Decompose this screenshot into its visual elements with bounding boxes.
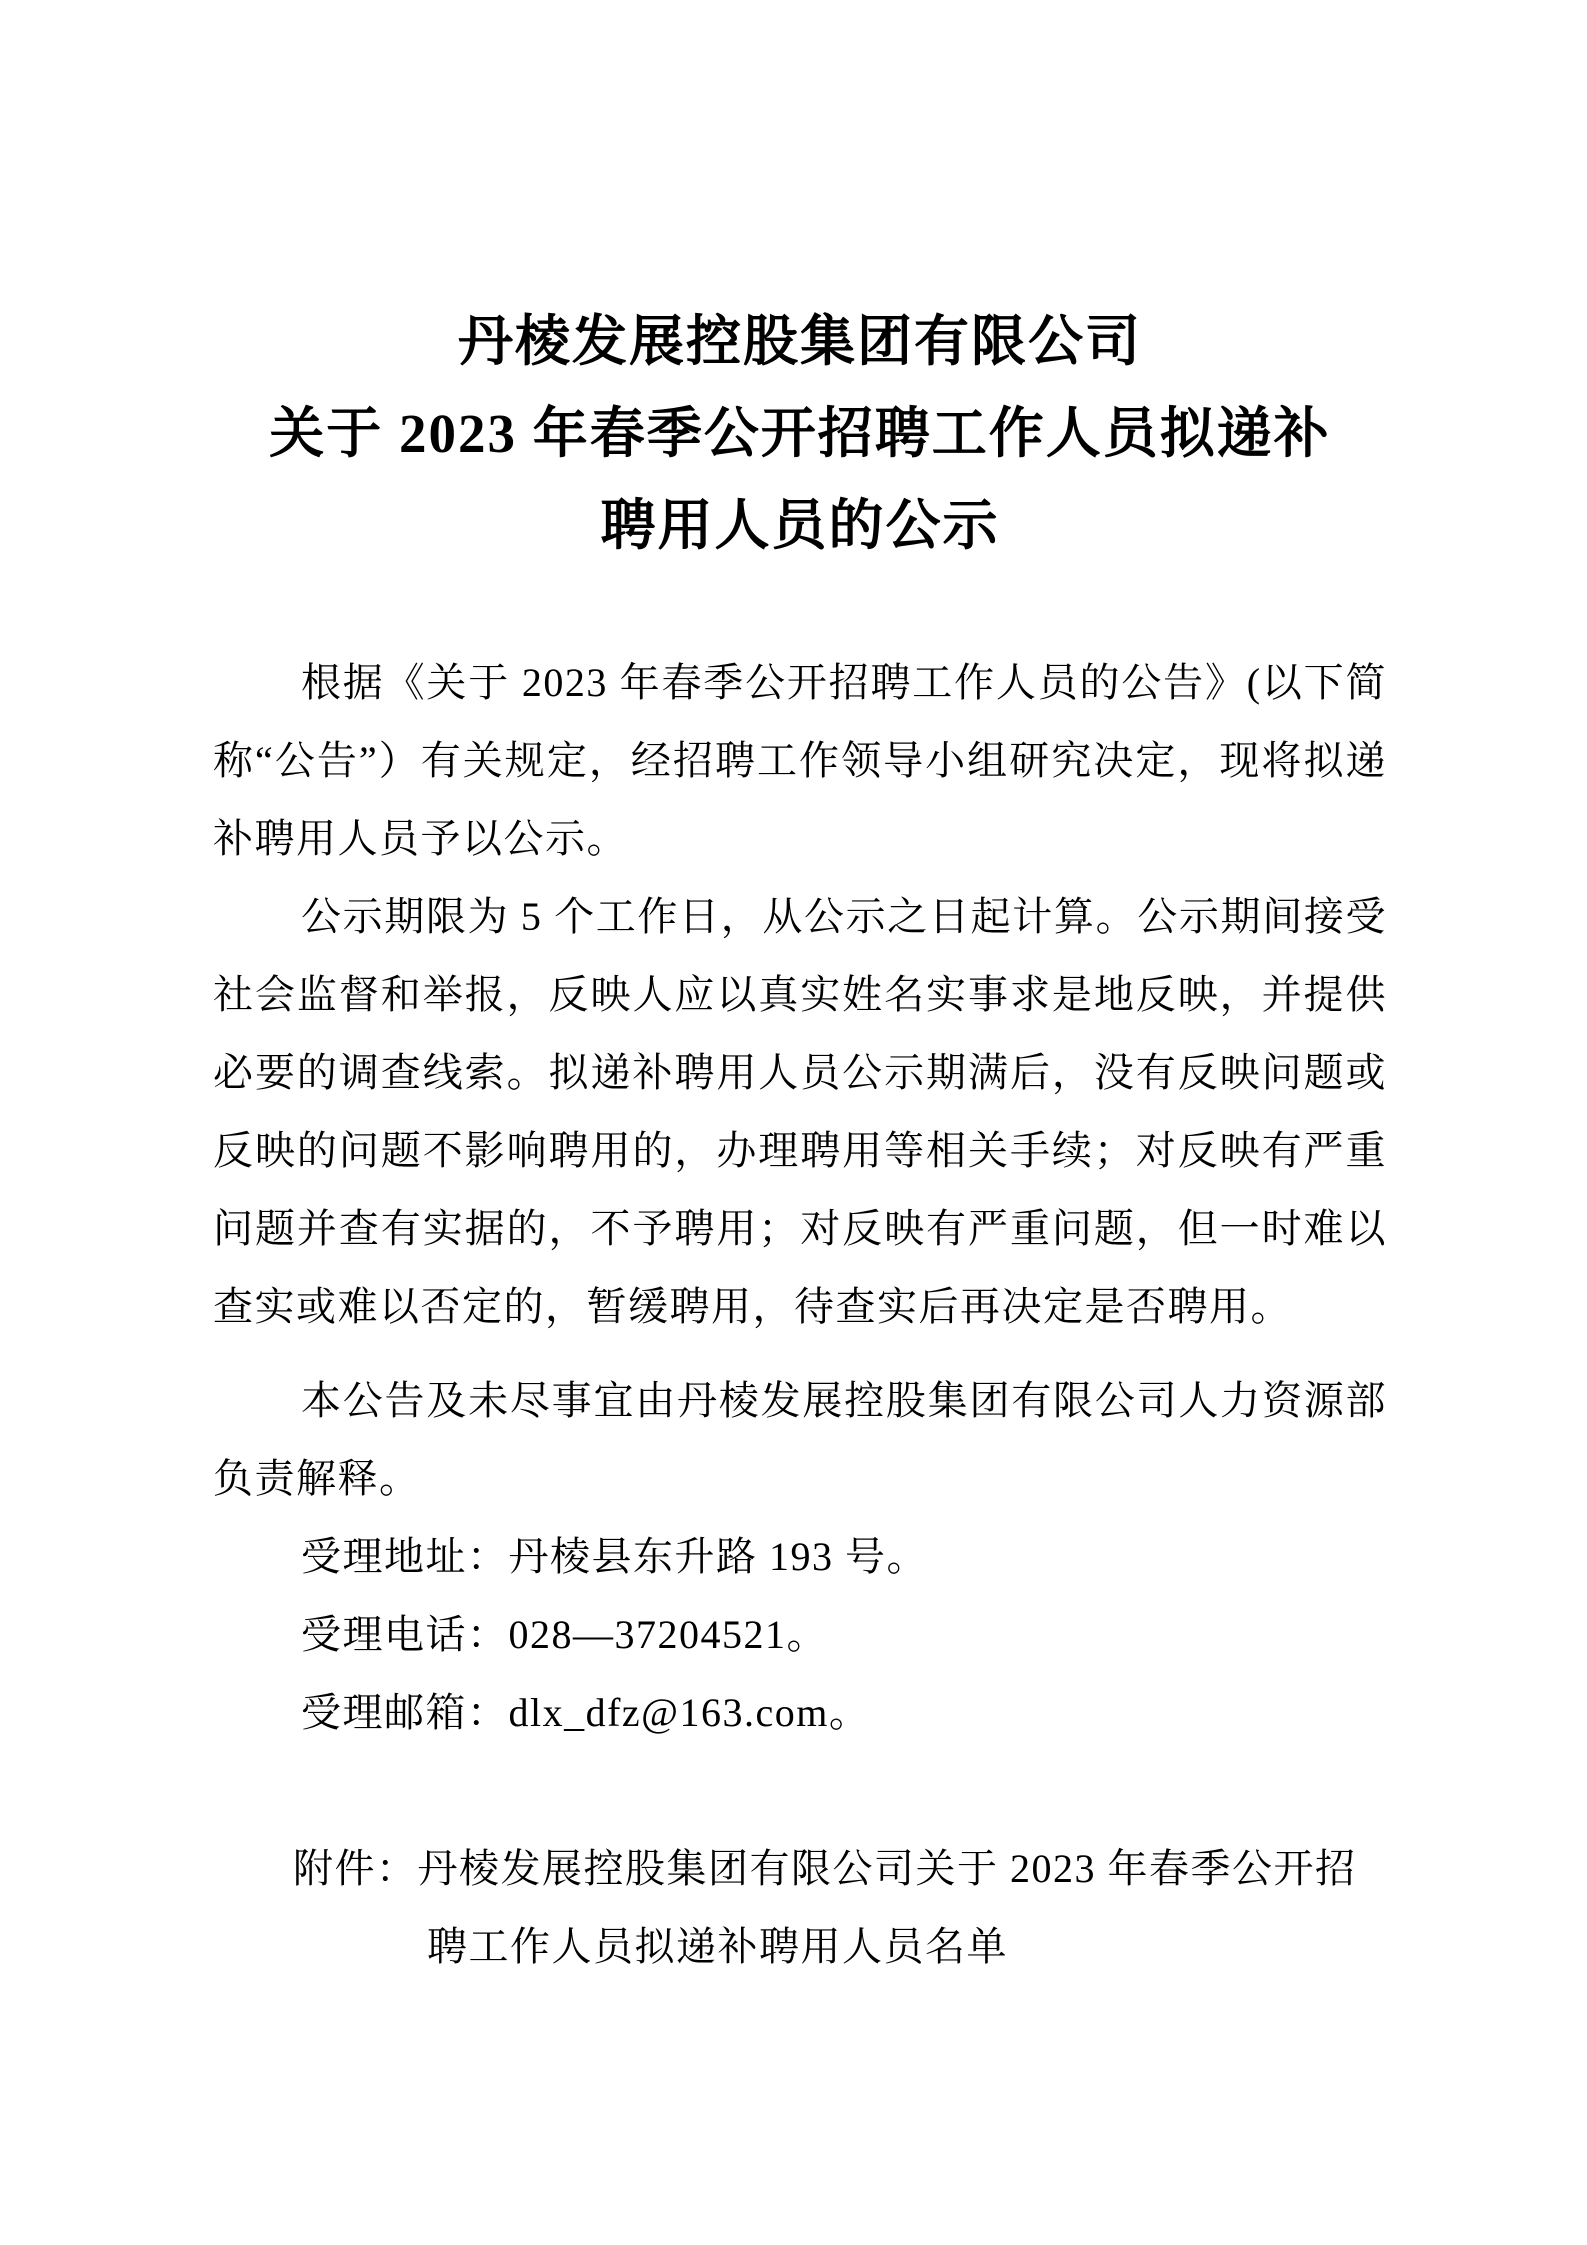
- paragraph-basis: 根据《关于 2023 年春季公开招聘工作人员的公告》(以下简称“公告”）有关规定，经招聘工作领导小组研究决定，现将拟递补聘用人员予以公示。: [213, 660, 1387, 861]
- document-title-line-1: 丹棱发展控股集团有限公司: [457, 311, 1142, 372]
- document-body: [213, 644, 1387, 1986]
- contact-email-line: 受理邮箱：dlx_dfz@163.com。: [301, 1690, 871, 1735]
- document-title-line-2: 关于 2023 年春季公开招聘工作人员拟递补: [269, 403, 1331, 464]
- attachment-note: 附件：丹棱发展控股集团有限公司关于 2023 年春季公开招聘工作人员拟递补聘用人员名单: [293, 1846, 1357, 1969]
- document-title: [213, 296, 1387, 572]
- document-title-line-3: 聘用人员的公示: [600, 495, 1000, 556]
- paragraph-interpretation: 本公告及未尽事宜由丹棱发展控股集团有限公司人力资源部负责解释。: [213, 1378, 1387, 1501]
- contact-phone-line: 受理电话：028—37204521。: [301, 1612, 828, 1657]
- contact-address-line: 受理地址：丹棱县东升路 193 号。: [301, 1534, 928, 1579]
- paragraph-publicity-period: 公示期限为 5 个工作日，从公示之日起计算。公示期间接受社会监督和举报，反映人应以真实姓名实事求是地反映，并提供必要的调查线索。拟递补聘用人员公示期满后，没有反映问题或反映的问题不影响聘用的，办理聘用等相关手续；对反映有严重问题并查有实据的，不予聘用；对反映有严重问题，但一时难以查实或难以否定的，暂缓聘用，待查实后再决定是否聘用。: [213, 894, 1387, 1329]
